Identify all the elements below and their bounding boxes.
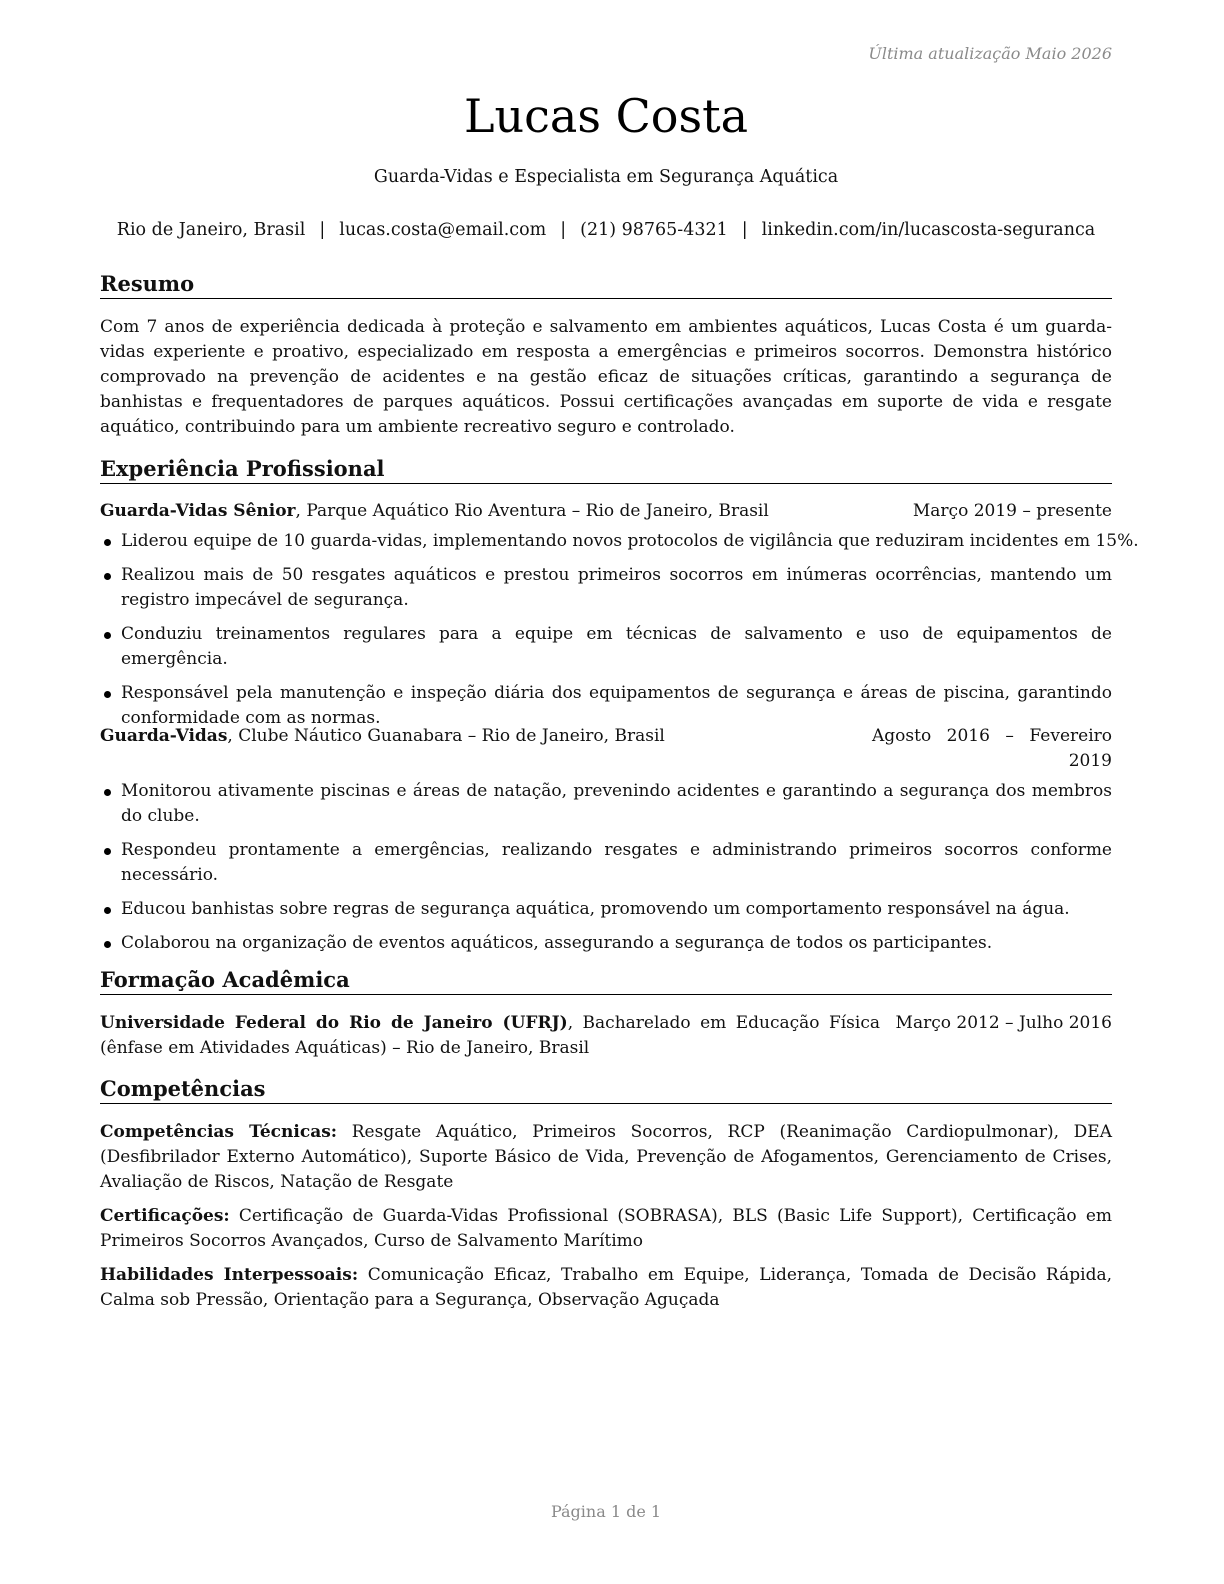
skill-group [100, 1120, 1112, 1195]
skill-group-text: Comunicação Eficaz, Trabalho em Equipe, Liderança, Tomada de Decisão Rápida, Calma sob Pressão, Orientação para a Segurança, Observação Aguçada [100, 1265, 1112, 1310]
job-role: Guarda-Vidas Sênior [100, 501, 296, 521]
contact-phone: (21) 98765-4321 [580, 220, 728, 240]
skill-group-text: Resgate Aquático, Primeiros Socorros, RCP (Reanimação Cardiopulmonar), DEA (Desfibrilador Externo Automático), Suporte Básico de Vida, Prevenção de Afogamentos, Gerenciamento de Crises, Avaliação de Riscos, Natação de Resgate [100, 1122, 1112, 1192]
list-item: Colaborou na organização de eventos aquáticos, assegurando a segurança de todos os participantes. [100, 931, 1112, 956]
job-title-line [100, 724, 665, 774]
contact-email[interactable]: lucas.costa@email.com [339, 220, 547, 240]
list-item: Respondeu prontamente a emergências, realizando resgates e administrando primeiros socorros conforme necessário. [100, 838, 1112, 888]
list-item: Conduziu treinamentos regulares para a equipe em técnicas de salvamento e uso de equipamentos de emergência. [100, 622, 1112, 672]
candidate-headline: Guarda-Vidas e Especialista em Segurança Aquática [373, 167, 839, 187]
list-item: Responsável pela manutenção e inspeção diária dos equipamentos de segurança e áreas de piscina, garantindo conformidade com as normas. [100, 681, 1112, 731]
skill-group-label: Competências Técnicas: [100, 1122, 338, 1142]
page-number: Página 1 de 1 [550, 1502, 662, 1521]
skill-group [100, 1204, 1112, 1254]
section-title-experience: Experiência Profissional [100, 456, 1112, 484]
education-title-line [100, 1011, 880, 1061]
job-role: Guarda-Vidas [100, 726, 228, 746]
job-org: , Parque Aquático Rio Aventura – Rio de Janeiro, Brasil [295, 501, 769, 521]
summary-text: Com 7 anos de experiência dedicada à proteção e salvamento em ambientes aquáticos, Lucas Costa é um guarda-vidas experiente e proativo, especializado em resposta a emergências e primeiros socorros. Demonstra histórico comprovado na prevenção de acidentes e na gestão eficaz de situações críticas, garantindo a segurança de banhistas e frequentadores de parques aquáticos. Possui certificações avançadas em suporte de vida e resgate aquático, contribuindo para um ambiente recreativo seguro e controlado. [100, 317, 1112, 437]
skill-group [100, 1263, 1112, 1313]
contact-location: Rio de Janeiro, Brasil [116, 220, 306, 240]
job-title-line [100, 499, 769, 524]
skill-group-label: Habilidades Interpessoais: [100, 1265, 359, 1285]
job-dates: Março 2019 – presente [912, 501, 1112, 521]
list-item: Educou banhistas sobre regras de segurança aquática, promovendo um comportamento responsável na água. [100, 897, 1112, 922]
education-entry [100, 1011, 1112, 1061]
candidate-name: Lucas Costa [464, 89, 748, 143]
job-bullets [100, 779, 1112, 965]
section-title-summary: Resumo [100, 271, 1112, 299]
job-bullets [100, 529, 1139, 740]
skill-group-text: Certificação de Guarda-Vidas Profissional (SOBRASA), BLS (Basic Life Support), Certificação em Primeiros Socorros Avançados, Curso de Salvamento Marítimo [100, 1206, 1112, 1251]
section-title-skills: Competências [100, 1076, 1112, 1104]
education-school: Universidade Federal do Rio de Janeiro (UFRJ) [100, 1013, 568, 1033]
job-org: , Clube Náutico Guanabara – Rio de Janeiro, Brasil [227, 726, 665, 746]
contact-separator: | [560, 220, 567, 240]
skill-group-label: Certificações: [100, 1206, 230, 1226]
list-item: Liderou equipe de 10 guarda-vidas, implementando novos protocolos de vigilância que reduziram incidentes em 15%. [100, 529, 1112, 554]
section-title-education: Formação Acadêmica [100, 967, 1112, 995]
contact-separator: | [319, 220, 326, 240]
job-header [100, 499, 1112, 524]
contact-separator: | [741, 220, 748, 240]
job-header [100, 724, 1112, 774]
education-details: , Bacharelado em Educação Física (ênfase em Atividades Aquáticas) – Rio de Janeiro, Brasil [100, 1013, 880, 1058]
contact-line [100, 220, 1112, 240]
contact-linkedin[interactable]: linkedin.com/in/lucascosta-seguranca [761, 220, 1096, 240]
list-item: Realizou mais de 50 resgates aquáticos e prestou primeiros socorros em inúmeras ocorrências, mantendo um registro impecável de segurança. [100, 563, 1112, 613]
list-item: Monitorou ativamente piscinas e áreas de natação, prevenindo acidentes e garantindo a segurança dos membros do clube. [100, 779, 1112, 829]
last-updated: Última atualização Maio 2026 [868, 44, 1112, 63]
job-dates: Agosto 2016 – Fevereiro 2019 [872, 726, 1112, 771]
education-dates: Março 2012 – Julho 2016 [895, 1013, 1112, 1033]
resume-page [100, 0, 1139, 1584]
